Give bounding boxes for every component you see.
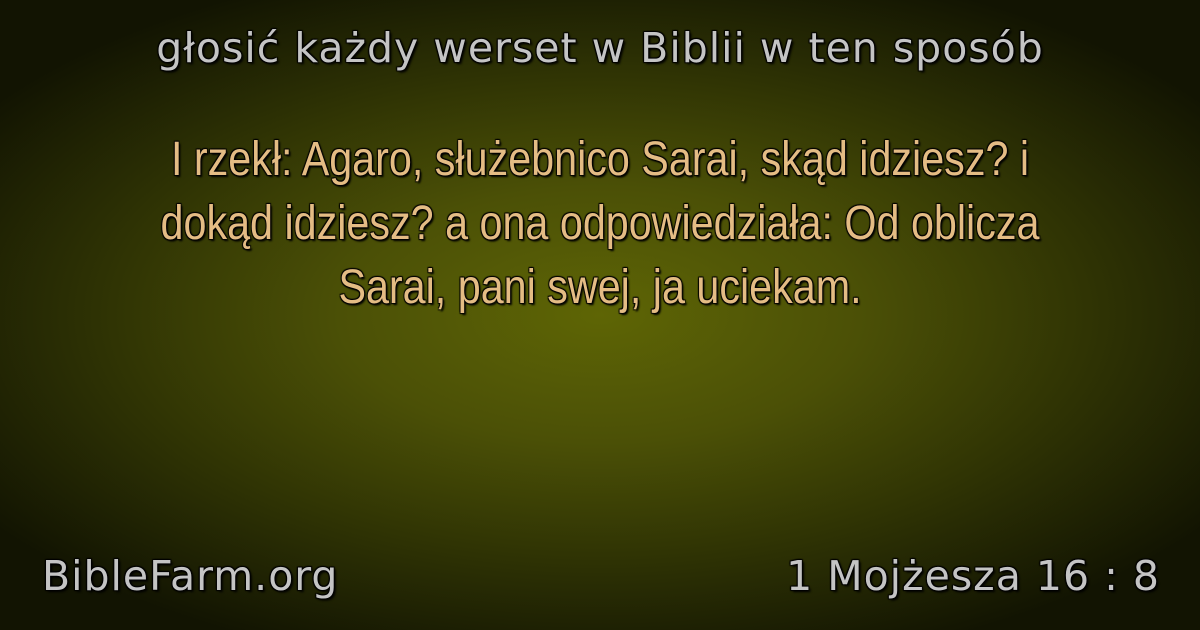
tagline: głosić każdy werset w Biblii w ten sposób	[156, 24, 1044, 72]
verse-reference: 1 Mojżesza 16 : 8	[786, 552, 1160, 600]
verse-text: I rzekł: Agaro, służebnico Sarai, skąd idziesz? i dokąd idziesz? a ona odpowiedziała: Od oblicza Sarai, pani swej, ja uciekam.	[160, 133, 1040, 314]
site-name: BibleFarm.org	[42, 552, 339, 600]
